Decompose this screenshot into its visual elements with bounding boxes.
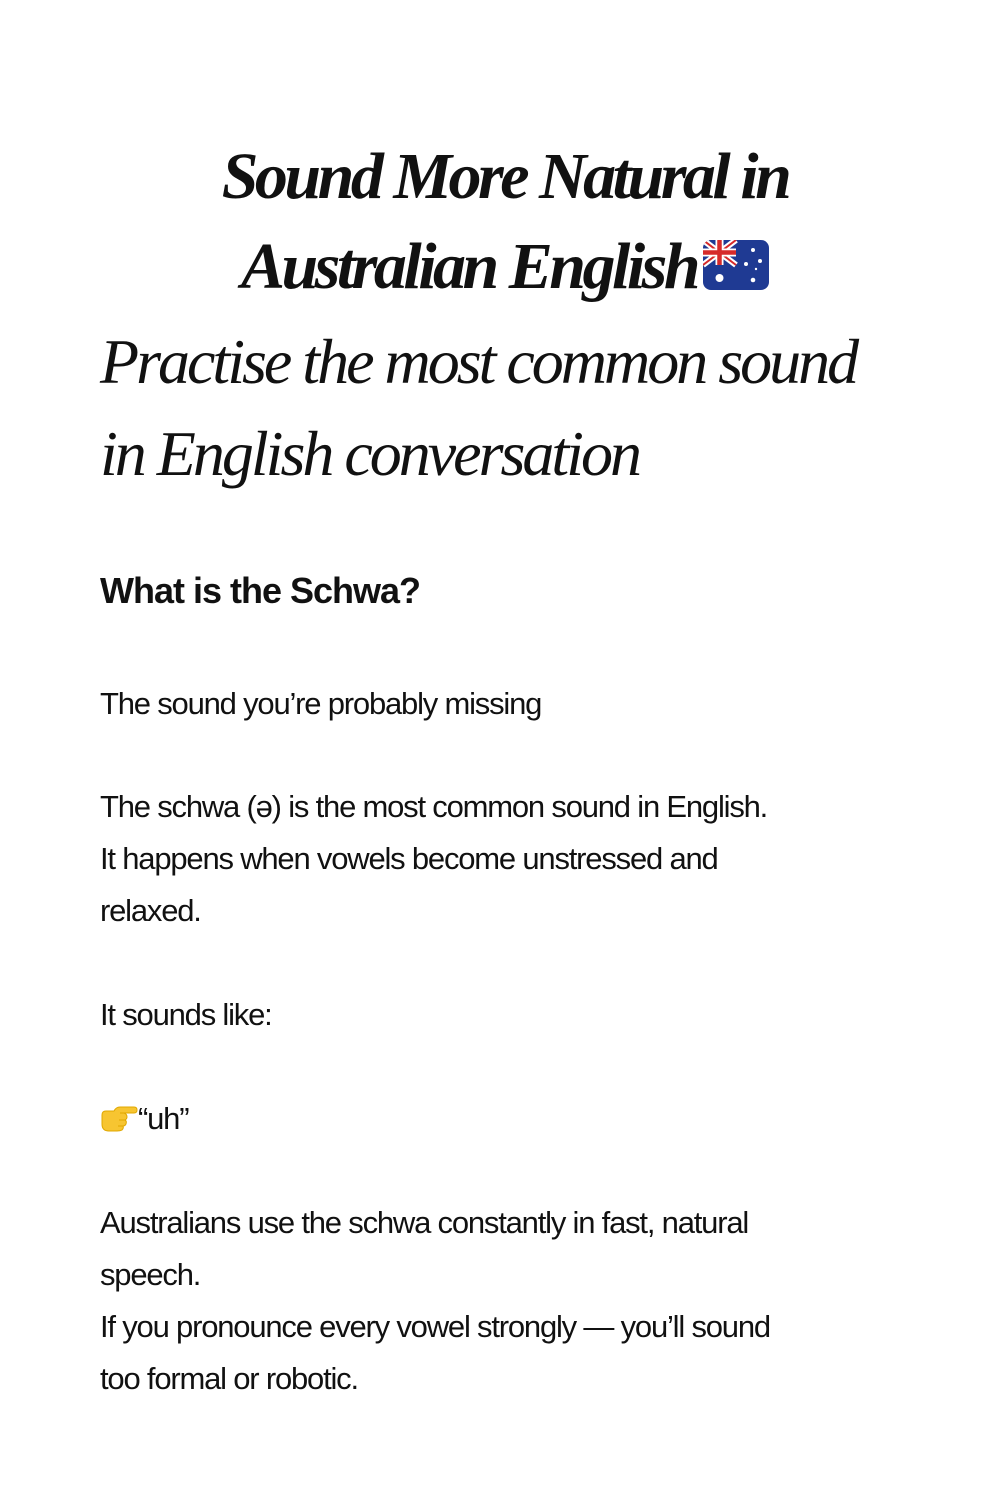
sounds-like-label: It sounds like: (100, 997, 272, 1032)
usage-line-4: too formal or robotic. (100, 1361, 358, 1396)
title-line-2 (100, 222, 910, 312)
usage-line-3: If you pronounce every vowel strongly — you’ll sound (100, 1309, 770, 1344)
subtitle-line-1: Practise the most common sound (100, 326, 857, 397)
australia-flag-icon (703, 240, 769, 290)
section-heading: What is the Schwa? (100, 570, 421, 611)
definition-line-2: It happens when vowels become unstressed and (100, 841, 718, 876)
subtitle-line-2: in English conversation (100, 418, 639, 489)
example-line (100, 1093, 920, 1145)
tagline: The sound you’re probably missing (100, 686, 542, 721)
usage-line-2: speech. (100, 1257, 201, 1292)
definition-line-1: The schwa (ə) is the most common sound in English. (100, 789, 768, 824)
title-line-2-text: Australian English (240, 230, 698, 303)
title-line-1: Sound More Natural in (221, 140, 789, 213)
usage-line-1: Australians use the schwa constantly in fast, natural (100, 1205, 749, 1240)
definition-paragraph (100, 781, 920, 937)
definition-line-3: relaxed. (100, 893, 201, 928)
usage-paragraph (100, 1197, 920, 1405)
pointing-hand-icon (100, 1103, 138, 1133)
example-text: “uh” (138, 1101, 189, 1136)
